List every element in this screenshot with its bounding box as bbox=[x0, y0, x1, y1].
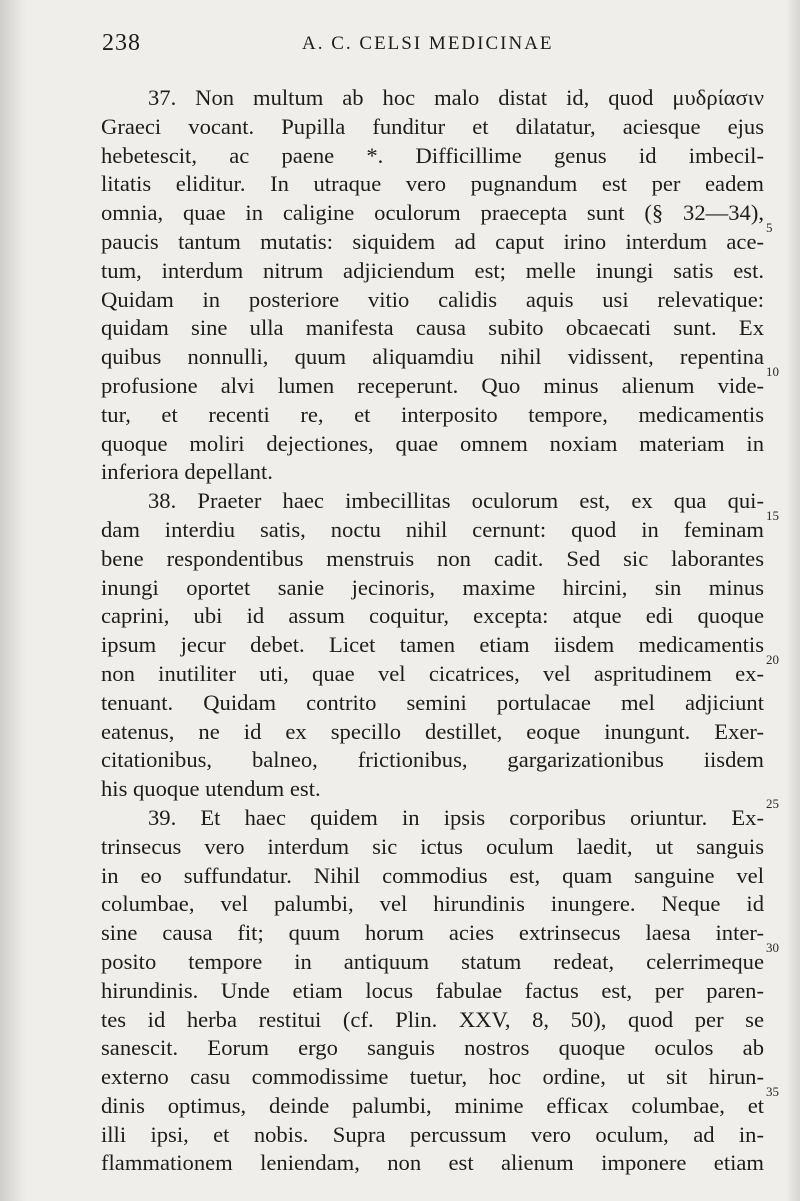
page-edge-shadow-right bbox=[786, 0, 800, 1201]
margin-line-number: 35 bbox=[766, 1084, 779, 1099]
text-line: posito tempore in antiquum statum redeat, celerrimeque bbox=[101, 948, 764, 974]
running-head bbox=[102, 30, 762, 62]
text-line: externo casu commodissime tuetur, hoc ordine, ut sit hirun- bbox=[101, 1064, 764, 1090]
margin-line-number: 30 bbox=[766, 940, 779, 955]
text-line: tur, et recenti re, et interposito tempore, medicamentis bbox=[101, 401, 764, 427]
text-line: profusione alvi lumen receperunt. Quo minus alienum vide- bbox=[101, 372, 764, 398]
text-line: in eo suffundatur. Nihil commodius est, quam sanguine vel bbox=[101, 862, 764, 888]
margin-line-number: 25 bbox=[766, 796, 779, 811]
text-line: bene respondentibus menstruis non cadit. Sed sic laborantes bbox=[101, 545, 764, 571]
text-line: 39. Et haec quidem in ipsis corporibus oriuntur. Ex- bbox=[148, 804, 764, 830]
text-line: citationibus, balneo, frictionibus, gargarizationibus iisdem bbox=[101, 747, 764, 773]
text-line: flammationem leniendam, non est alienum imponere etiam bbox=[101, 1150, 764, 1176]
text-line: non inutiliter uti, quae vel cicatrices, vel aspritudinem ex- bbox=[101, 660, 764, 686]
text-line: paucis tantum mutatis: siquidem ad caput irino interdum ace- bbox=[101, 228, 764, 254]
text-line: hirundinis. Unde etiam locus fabulae factus est, per paren- bbox=[101, 977, 764, 1003]
text-line: sine causa fit; quum horum acies extrinsecus laesa inter- bbox=[101, 920, 764, 946]
text-line: hebetescit, ac paene *. Difficillime genus id imbecil- bbox=[101, 142, 764, 168]
running-title: A. C. CELSI MEDICINAE bbox=[302, 33, 554, 54]
body-text bbox=[101, 84, 764, 1178]
margin-line-number: 15 bbox=[766, 508, 779, 523]
text-line: his quoque utendum est. bbox=[101, 776, 321, 802]
text-line: inungi oportet sanie jecinoris, maxime hircini, sin minus bbox=[101, 574, 764, 600]
margin-line-number: 10 bbox=[766, 364, 779, 379]
text-line: dam interdiu satis, noctu nihil cernunt: quod in feminam bbox=[101, 516, 764, 542]
page-number: 238 bbox=[102, 30, 141, 56]
text-line: eatenus, ne id ex specillo destillet, eoque inungunt. Exer- bbox=[101, 718, 764, 744]
text-line: tum, interdum nitrum adjiciendum est; melle inungi satis est. bbox=[101, 257, 764, 283]
text-line: Graeci vocant. Pupilla funditur et dilatatur, aciesque ejus bbox=[101, 113, 764, 139]
page-edge-shadow-left bbox=[0, 0, 26, 1201]
text-line: 37. Non multum ab hoc malo distat id, quod μυδρίασιν bbox=[148, 85, 764, 110]
margin-line-number: 5 bbox=[766, 220, 773, 235]
text-line: dinis optimus, deinde palumbi, minime efficax columbae, et bbox=[101, 1092, 764, 1118]
text-line: quidam sine ulla manifesta causa subito obcaecati sunt. Ex bbox=[101, 315, 764, 341]
text-line: caprini, ubi id assum coquitur, excepta: atque edi quoque bbox=[101, 603, 764, 629]
text-line: tenuant. Quidam contrito semini portulacae mel adjiciunt bbox=[101, 689, 764, 715]
text-line: omnia, quae in caligine oculorum praecepta sunt (§ 32—34), bbox=[101, 200, 764, 226]
text-line: Quidam in posteriore vitio calidis aquis usi relevatique: bbox=[101, 286, 764, 312]
text-line: quoque moliri dejectiones, quae omnem noxiam materiam in bbox=[101, 430, 764, 456]
text-line: inferiora depellant. bbox=[101, 459, 273, 485]
text-line: 38. Praeter haec imbecillitas oculorum est, ex qua qui- bbox=[148, 488, 764, 514]
text-line: trinsecus vero interdum sic ictus oculum laedit, ut sanguis bbox=[101, 833, 764, 859]
text-line: litatis eliditur. In utraque vero pugnandum est per eadem bbox=[101, 171, 764, 197]
text-line: ipsum jecur debet. Licet tamen etiam iisdem medicamentis bbox=[101, 632, 764, 658]
margin-line-number: 20 bbox=[766, 652, 779, 667]
text-line: illi ipsi, et nobis. Supra percussum vero oculum, ad in- bbox=[101, 1121, 764, 1147]
text-line: tes id herba restitui (cf. Plin. XXV, 8, 50), quod per se bbox=[101, 1006, 764, 1032]
text-line: quibus nonnulli, quum aliquamdiu nihil vidissent, repentina bbox=[101, 344, 764, 370]
text-line: columbae, vel palumbi, vel hirundinis inungere. Neque id bbox=[101, 891, 764, 917]
text-line: sanescit. Eorum ergo sanguis nostros quoque oculos ab bbox=[101, 1035, 764, 1061]
